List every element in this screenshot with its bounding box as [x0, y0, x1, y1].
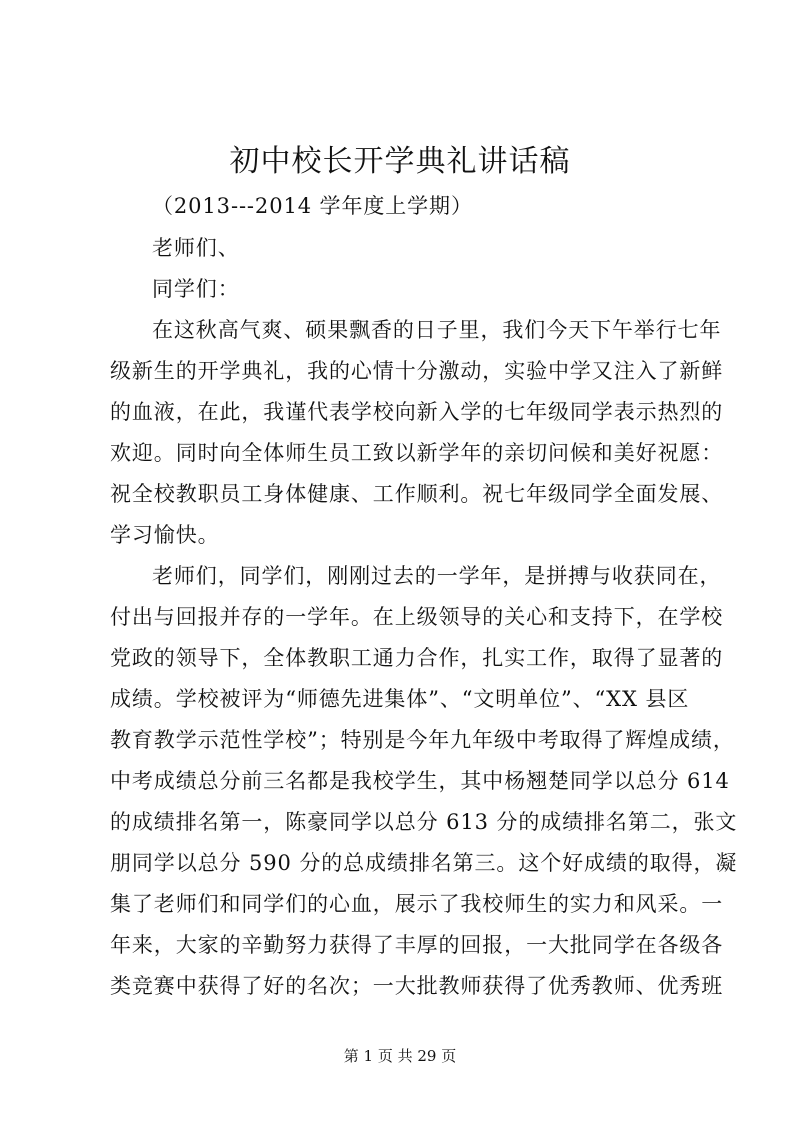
salutation-students: 同学们： [152, 277, 240, 301]
paragraph-line: 在这秋高气爽、硕果飘香的日子里，我们今天下午举行七年 [152, 318, 722, 342]
paragraph-line: 集了老师们和同学们的心血，展示了我校师生的实力和风采。一 [110, 892, 724, 916]
paragraph-line: 老师们，同学们，刚刚过去的一学年，是拼搏与收获同在， [152, 564, 722, 588]
page-footer: 第 1 页 共 29 页 [343, 1047, 457, 1065]
paragraph-line: 年来，大家的辛勤努力获得了丰厚的回报，一大批同学在各级各 [110, 933, 724, 957]
document-title: 初中校长开学典礼讲话稿 [229, 144, 571, 179]
paragraph-line: 成绩。学校被评为“师德先进集体”、“文明单位”、“XX 县区 [110, 687, 690, 711]
paragraph-line: 欢迎。同时向全体师生员工致以新学年的亲切问候和美好祝愿： [110, 441, 724, 465]
paragraph-line: 中考成绩总分前三名都是我校学生，其中杨翘楚同学以总分 614 [110, 769, 730, 793]
paragraph-line: 朋同学以总分 590 分的总成绩排名第三。这个好成绩的取得，凝 [110, 851, 738, 875]
paragraph-line: 的血液，在此，我谨代表学校向新入学的七年级同学表示热烈的 [110, 400, 724, 424]
paragraph-line: 教育教学示范性学校”；特别是今年九年级中考取得了辉煌成绩， [110, 728, 735, 752]
paragraph-line: 的成绩排名第一，陈豪同学以总分 613 分的成绩排名第二，张文 [110, 810, 738, 834]
term-subtitle: （2013---2014 学年度上学期） [152, 194, 473, 218]
paragraph-line: 学习愉快。 [110, 523, 220, 547]
paragraph-line: 祝全校教职员工身体健康、工作顺利。祝七年级同学全面发展、 [110, 482, 724, 506]
paragraph-line: 级新生的开学典礼，我的心情十分激动，实验中学又注入了新鲜 [110, 359, 724, 383]
paragraph-line: 党政的领导下，全体教职工通力合作，扎实工作，取得了显著的 [110, 646, 724, 670]
paragraph-line: 类竞赛中获得了好的名次；一大批教师获得了优秀教师、优秀班 [110, 974, 724, 998]
salutation-teachers: 老师们、 [152, 236, 240, 260]
paragraph-line: 付出与回报并存的一学年。在上级领导的关心和支持下，在学校 [110, 605, 724, 629]
